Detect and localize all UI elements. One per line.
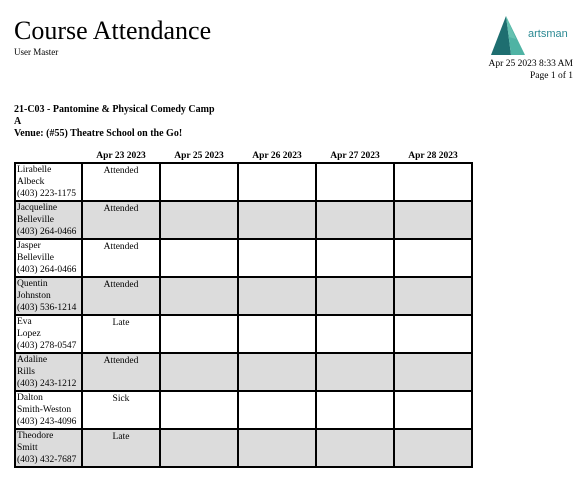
student-last-name: Smitt bbox=[17, 443, 38, 453]
attendance-cell bbox=[160, 201, 238, 239]
attendance-cell bbox=[160, 277, 238, 315]
attendance-cell bbox=[160, 391, 238, 429]
student-first-name: Eva bbox=[17, 317, 32, 327]
attendance-cell: Attended bbox=[82, 201, 160, 239]
attendance-cell bbox=[394, 163, 472, 201]
date-header: Apr 28 2023 bbox=[408, 151, 458, 161]
student-last-name: Belleville bbox=[17, 215, 54, 225]
print-info bbox=[489, 58, 573, 82]
attendance-cell bbox=[316, 239, 394, 277]
attendance-cell bbox=[394, 429, 472, 467]
attendance-cell bbox=[394, 353, 472, 391]
student-first-name: Lirabelle bbox=[17, 165, 52, 175]
student-last-name: Lopez bbox=[17, 329, 41, 339]
student-first-name: Jasper bbox=[17, 241, 41, 251]
course-venue: Venue: (#55) Theatre School on the Go! bbox=[14, 128, 183, 139]
report-subtitle: User Master bbox=[14, 47, 59, 57]
attendance-cell bbox=[238, 391, 316, 429]
attendance-cell: Attended bbox=[82, 239, 160, 277]
date-header: Apr 26 2023 bbox=[252, 151, 302, 161]
course-name: 21-C03 - Pantomine & Physical Comedy Camp bbox=[14, 104, 215, 115]
student-last-name: Smith-Weston bbox=[17, 405, 72, 415]
attendance-cell: Sick bbox=[82, 391, 160, 429]
student-last-name: Belleville bbox=[17, 253, 54, 263]
student-phone: (403) 264-0466 bbox=[17, 227, 77, 237]
attendance-cell bbox=[238, 277, 316, 315]
student-phone: (403) 243-1212 bbox=[17, 379, 77, 389]
attendance-cell bbox=[238, 239, 316, 277]
course-section: A bbox=[14, 116, 22, 127]
attendance-cell bbox=[316, 201, 394, 239]
attendance-cell bbox=[394, 201, 472, 239]
attendance-cell bbox=[394, 239, 472, 277]
report-title: Course Attendance bbox=[14, 16, 212, 45]
attendance-cell bbox=[238, 315, 316, 353]
student-last-name: Albeck bbox=[17, 177, 45, 187]
page-number: Page 1 of 1 bbox=[529, 71, 573, 81]
student-cell bbox=[15, 315, 82, 353]
date-header: Apr 27 2023 bbox=[330, 151, 380, 161]
attendance-table bbox=[14, 151, 473, 468]
attendance-cell bbox=[394, 277, 472, 315]
student-cell bbox=[15, 239, 82, 277]
logo-wordmark: artsman bbox=[528, 28, 568, 40]
student-row bbox=[15, 201, 472, 239]
printed-timestamp: Apr 25 2023 8:33 AM bbox=[488, 59, 573, 69]
student-row bbox=[15, 239, 472, 277]
student-row bbox=[15, 391, 472, 429]
attendance-cell bbox=[160, 315, 238, 353]
student-first-name: Quentin bbox=[17, 279, 48, 289]
student-row bbox=[15, 277, 472, 315]
attendance-cell bbox=[238, 429, 316, 467]
date-header: Apr 25 2023 bbox=[174, 151, 224, 161]
student-last-name: Rills bbox=[17, 367, 35, 377]
attendance-cell: Attended bbox=[82, 163, 160, 201]
student-phone: (403) 278-0547 bbox=[17, 341, 77, 351]
attendance-cell bbox=[160, 429, 238, 467]
date-header: Apr 23 2023 bbox=[96, 151, 146, 161]
student-column-header bbox=[15, 151, 82, 163]
attendance-cell bbox=[160, 353, 238, 391]
attendance-cell bbox=[238, 163, 316, 201]
attendance-cell bbox=[316, 315, 394, 353]
attendance-cell: Attended bbox=[82, 353, 160, 391]
student-phone: (403) 223-1175 bbox=[17, 189, 77, 199]
student-row bbox=[15, 163, 472, 201]
student-cell bbox=[15, 201, 82, 239]
student-row bbox=[15, 315, 472, 353]
course-info bbox=[14, 104, 215, 140]
student-row bbox=[15, 353, 472, 391]
attendance-cell: Attended bbox=[82, 277, 160, 315]
student-cell bbox=[15, 163, 82, 201]
student-phone: (403) 264-0466 bbox=[17, 265, 77, 275]
student-phone: (403) 432-7687 bbox=[17, 455, 77, 465]
attendance-cell bbox=[160, 163, 238, 201]
attendance-cell bbox=[316, 391, 394, 429]
date-header-row bbox=[15, 151, 472, 163]
student-cell bbox=[15, 429, 82, 467]
attendance-cell bbox=[316, 429, 394, 467]
attendance-cell: Late bbox=[82, 315, 160, 353]
student-cell bbox=[15, 391, 82, 429]
attendance-cell bbox=[238, 353, 316, 391]
student-first-name: Theodore bbox=[17, 431, 54, 441]
student-first-name: Jacqueline bbox=[17, 203, 58, 213]
student-last-name: Johnston bbox=[17, 291, 51, 301]
student-phone: (403) 243-4096 bbox=[17, 417, 77, 427]
student-cell bbox=[15, 277, 82, 315]
attendance-cell bbox=[316, 277, 394, 315]
student-first-name: Adaline bbox=[17, 355, 48, 365]
attendance-cell bbox=[394, 391, 472, 429]
attendance-cell bbox=[316, 353, 394, 391]
attendance-cell bbox=[316, 163, 394, 201]
attendance-cell bbox=[394, 315, 472, 353]
student-cell bbox=[15, 353, 82, 391]
attendance-cell bbox=[160, 239, 238, 277]
student-phone: (403) 536-1214 bbox=[17, 303, 77, 313]
student-first-name: Dalton bbox=[17, 393, 43, 403]
attendance-cell bbox=[238, 201, 316, 239]
student-row bbox=[15, 429, 472, 467]
attendance-cell: Late bbox=[82, 429, 160, 467]
